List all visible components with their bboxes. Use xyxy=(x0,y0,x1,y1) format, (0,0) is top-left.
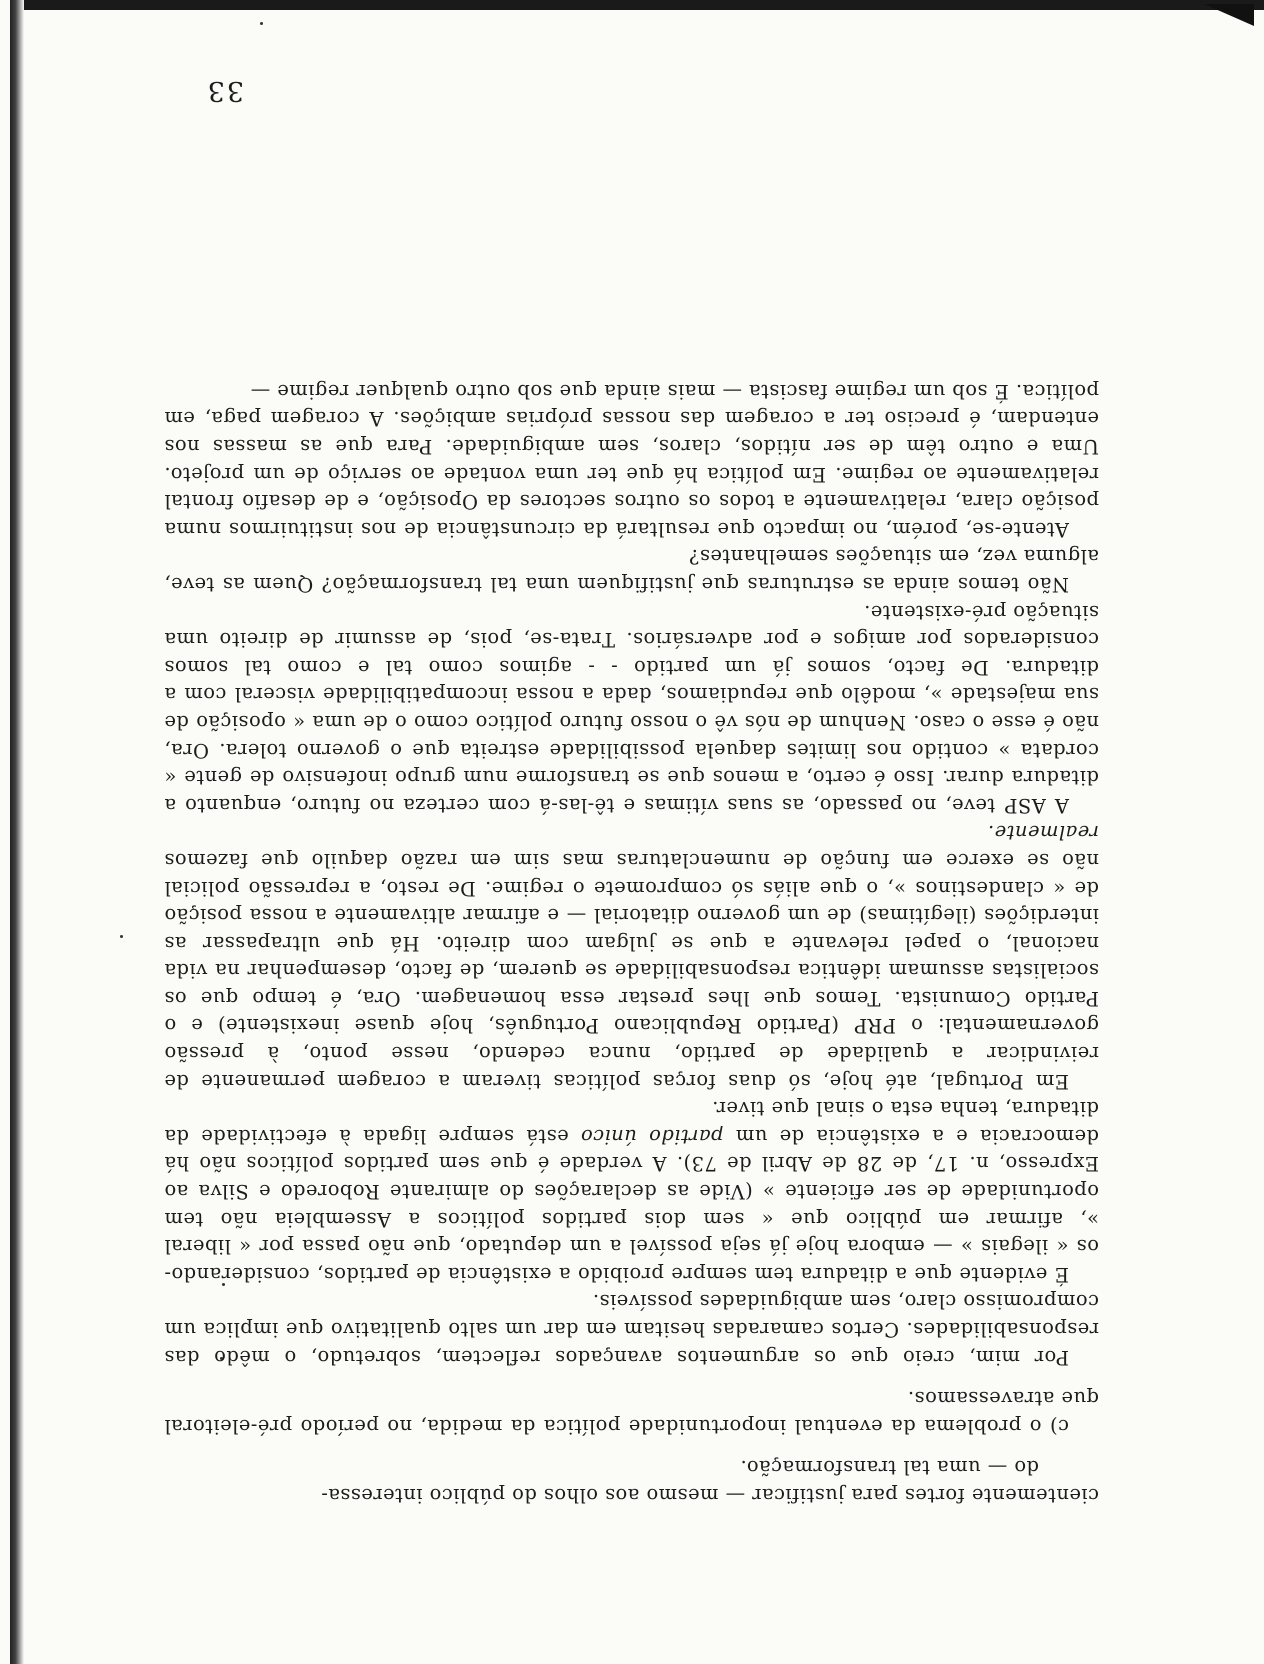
paragraph-impact: Atente-se, porém, no impacto que resultará da circunstância de nos instituirmos numa posição clara, relativamente a todos os outros sectores da Oposição, e de desafio frontal relativamente ao regime. Em política há que ter uma vontade ao serviço de um projeto. Uma e outro têm de ser nítidos, claros, sem ambiguidade. Para que as massas nos entendam, é preciso ter a coragem das nossas próprias ambições. A coragem paga, em política. É sob um regime fascista — mais ainda que sob outro qualquer regime — xyxy=(164,379,1099,541)
paragraph-item-c: c) o problema da eventual inoportunidade política da medida, no período pré-eleitoral que atravessamos. xyxy=(164,1387,1099,1438)
paragraph-asp: A ASP teve, no passado, as suas vítimas e tê-las-á com certeza no futuro, enquanto a ditadura durar. Isso é certo, a menos que se transforme num grupo inofensivo de gente « cordata » contido nos limites daquela possibilidade estreita que o governo tolera. Ora, não é esse o caso. Nenhum de nós vê o nosso futuro político como o de uma « oposição de sua majestade », modêlo que repudiamos, dada a nossa incompatibilidade visceral com a ditadura. De facto, somos já um partido - - agimos como tal e como tal somos considerados por amigos e por adversários. Trata-se, pois, de assumir de direito uma situação pré-existente. xyxy=(164,600,1099,817)
text-run: É evidente que a ditadura tem sempre proibido a existência de partidos, considerando-os « ilegais » — embora hoje já seja possível a um deputado, que não passa por « liberal », afirmar em público que « sem dois partidos políticos a Assembleia não tem oportunidade de ser eficiente » (Vide as declarações do almirante Roboredo e Silva ao Expresso, n. 17, de 28 de Abril de 73). A verdade é que sem partidos políticos não há democracia e a existência de um xyxy=(164,1124,1099,1286)
spacer xyxy=(164,1440,1099,1454)
italic-text: partido único xyxy=(580,1124,724,1148)
paragraph-continuation xyxy=(164,1454,1099,1509)
paragraph-parties xyxy=(164,1095,1099,1288)
paragraph: Por mim, creio que os argumentos avançados reflectem, sobretudo, o mêdo das responsabilidades. Certos camaradas hesitam em dar um salto qualitativo que implica um compromisso claro, sem ambiguidades possíveis. xyxy=(164,1290,1099,1369)
italic-text: realmente. xyxy=(987,821,1099,845)
page-number: 33 xyxy=(205,75,244,106)
text-run: Em Portugal, até hoje, só duas forças políticas tiveram a coragem permanente de reivindicar a qualidade de partido, nunca cedendo, nesse ponto, à pressão governamental: o PRP (Partido Republicano Português, hoje quase inexistente) e o Partido Comunista. Temos que lhes prestar essa homenagem. Ora, é tempo que os socialistas assumam idêntica responsabilidade se querem, de facto, desempenhar na vida nacional, o papel relevante a que se julgam com direito. Há que ultrapassar as interdições (ilegítimas) de um governo ditatorial — e afirmar altivamente a nossa posição de « clandestinos », o que aliás só compromete o regime. De resto, a repressão policial não se exerce em função de numenclaturas mas sim em razão daquilo que fazemos xyxy=(164,848,1099,1093)
paragraph-portugal xyxy=(164,819,1099,1095)
paragraph-questions: Não temos ainda as estruturas que justifiquem uma tal transformação? Quem as teve, alguma vez, em situações semelhantes? xyxy=(164,545,1099,596)
body-text xyxy=(164,377,1099,1509)
spacer xyxy=(164,1371,1099,1385)
text-run: está sempre ligada à efectividade da ditadura, tenha esta o sinal que tiver. xyxy=(164,1097,1099,1148)
line-text: do — uma tal transformação. xyxy=(740,1456,1039,1480)
line-text: cientemente fortes para justificar — mesmo aos olhos do público interessa- xyxy=(320,1484,1099,1507)
